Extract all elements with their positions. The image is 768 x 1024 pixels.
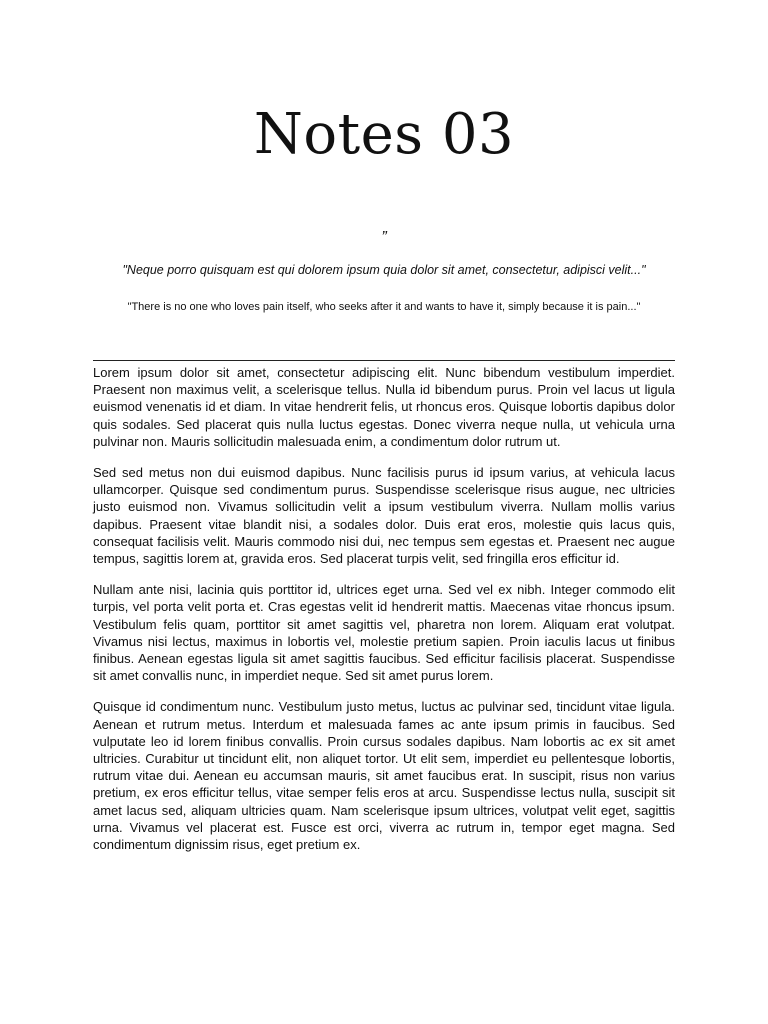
- paragraph-2: Sed sed metus non dui euismod dapibus. Nunc facilisis purus id ipsum varius, at vehicula lacus ullamcorper. Quisque sed condimentum purus. Suspendisse scelerisque risus augue, nec ultricies justo euismod non. Vivamus sollicitudin velit a ipsum vestibulum viverra. Nullam mollis varius dapibus. Praesent vitae blandit nisi, a sodales dolor. Duis erat eros, molestie quis lacus quis, consequat facilisis velit. Mauris commodo nisi dui, nec tempus sem egestas et. Praesent nec augue tempus, sagittis lorem at, gravida eros. Sed placerat turpis velit, sed fringilla eros efficitur id.: [93, 465, 675, 567]
- paragraph-1: Lorem ipsum dolor sit amet, consectetur adipiscing elit. Nunc bibendum vestibulum imperdiet. Praesent non maximus velit, a scelerisque tellus. Nulla id bibendum purus. Proin vel lacus ut ligula euismod venenatis id et diam. In vitae hendrerit felis, ut rhoncus eros. Quisque lobortis dapibus dolor quis sodales. Sed placerat quis nulla luctus egestas. Donec viverra neque nulla, ut vehicula urna pulvinar non. Mauris sollicitudin malesuada enim, a condimentum dolor rutrum ut.: [93, 365, 675, 449]
- horizontal-rule: [93, 360, 675, 361]
- paragraph-4: Quisque id condimentum nunc. Vestibulum justo metus, luctus ac pulvinar sed, tincidunt vitae ligula. Aenean et rutrum metus. Interdum et malesuada fames ac ante ipsum primis in faucibus. Sed vulputate leo id lorem finibus convallis. Proin cursus sodales dapibus. Nam lobortis ac ex sit amet ultricies. Curabitur ut tincidunt elit, non aliquet tortor. Ut elit sem, imperdiet eu pellentesque lobortis, rutrum vitae dui. Aenean eu accumsan mauris, sit amet faucibus erat. In suscipit, risus non varius pretium, ex eros efficitur tellus, vitae semper felis eros at arcu. Suspendisse lectus nulla, suscipit sit amet lacus sed, aliquam ultricies quam. Nam scelerisque ipsum ultrices, volutpat velit eget, sagittis urna. Vivamus vel placerat est. Fusce est orci, viverra ac rutrum in, tempor eget magna. Sed condimentum dignissim risus, eget pretium ex.: [93, 699, 675, 853]
- body-text: [93, 364, 675, 867]
- quote-mark: ”: [381, 229, 387, 246]
- quote-latin: "Neque porro quisquam est qui dolorem ipsum quia dolor sit amet, consectetur, adipisci velit...": [122, 263, 646, 277]
- document-title: Notes 03: [253, 102, 515, 167]
- quote-english: "There is no one who loves pain itself, who seeks after it and wants to have it, simply because it is pain...": [127, 301, 641, 313]
- paragraph-3: Nullam ante nisi, lacinia quis porttitor id, ultrices eget urna. Sed vel ex nibh. Integer commodo elit turpis, vel porta velit porta et. Cras egestas velit id hendrerit mattis. Maecenas vitae rhoncus ipsum. Vestibulum felis quam, porttitor sit amet sagittis vel, pharetra non lorem. Aliquam erat volutpat. Vivamus nisi lectus, maximus in lobortis vel, molestie pretium sapien. Proin iaculis lacus ut finibus finibus. Aenean egestas ligula sit amet sagittis faucibus. Sed efficitur facilisis placerat. Suspendisse sit amet convallis nunc, in imperdiet neque. Sed sit amet purus lorem.: [93, 582, 675, 684]
